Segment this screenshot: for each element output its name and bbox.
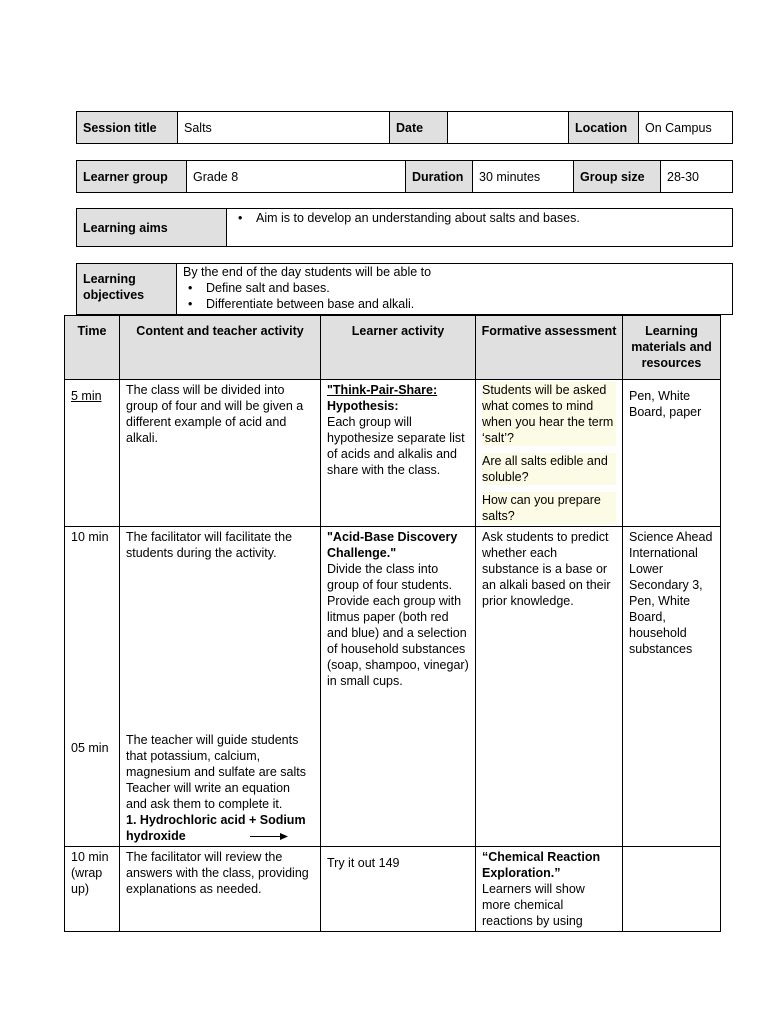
learning-objectives-table bbox=[76, 263, 733, 315]
lesson-plan-table bbox=[64, 315, 721, 932]
row1-learner-subtitle: Hypothesis: bbox=[327, 399, 399, 413]
row3-time: 10 min (wrap up) bbox=[65, 847, 120, 932]
row2-learner-activity bbox=[321, 527, 476, 847]
table-row bbox=[65, 527, 721, 847]
col-header-resources: Learning materials and resources bbox=[623, 316, 721, 380]
session-title-value: Salts bbox=[178, 112, 390, 144]
row2-content-a: The facilitator will facilitate the students during the activity. bbox=[126, 530, 293, 560]
row1-assessment bbox=[476, 380, 623, 527]
row2-resources: Science Ahead International Lower Secondary 3, Pen, White Board, household substances bbox=[623, 527, 721, 847]
row1-learner-title: "Think-Pair-Share: bbox=[327, 383, 438, 397]
location-label: Location bbox=[569, 112, 639, 144]
row1-content: The class will be divided into group of four and will be given a different example of acid and alkali. bbox=[120, 380, 321, 527]
date-value bbox=[448, 112, 569, 144]
col-header-time: Time bbox=[65, 316, 120, 380]
duration-value: 30 minutes bbox=[473, 161, 574, 193]
row2-learner-text: Divide the class into group of four students. Provide each group with litmus paper (both red and blue) and a selection of household substances (soap, shampoo, vinegar) in small cups. bbox=[327, 562, 469, 688]
learning-objectives-label: Learning objectives bbox=[77, 264, 177, 315]
row3-content: The facilitator will review the answers with the class, providing explanations as needed. bbox=[120, 847, 321, 932]
objective-item: • Differentiate between base and alkali. bbox=[183, 296, 726, 312]
row2-time-a: 10 min bbox=[71, 530, 109, 544]
row2-time-b: 05 min bbox=[71, 741, 109, 755]
arrow-right-icon bbox=[250, 832, 288, 841]
row3-assessment bbox=[476, 847, 623, 932]
duration-label: Duration bbox=[406, 161, 473, 193]
row1-resources: Pen, White Board, paper bbox=[623, 380, 721, 527]
row2-time bbox=[65, 527, 120, 847]
table-row bbox=[65, 847, 721, 932]
assessment-question: How can you prepare salts? bbox=[482, 492, 616, 524]
session-info-table bbox=[76, 111, 733, 144]
row2-content-b: The teacher will guide students that potassium, calcium, magnesium and sulfate are salts Teacher will write an equation and ask them to complete it. bbox=[126, 733, 306, 811]
learning-objectives-content bbox=[177, 264, 733, 315]
row2-content-b-wrap bbox=[126, 732, 314, 844]
row2-equation bbox=[126, 812, 314, 844]
row3-assessment-text: Learners will show more chemical reactions by using bbox=[482, 882, 585, 928]
row2-content bbox=[120, 527, 321, 847]
session-title-label: Session title bbox=[77, 112, 178, 144]
row3-assessment-title: “Chemical Reaction Exploration.” bbox=[482, 850, 601, 880]
learning-aims-content bbox=[227, 209, 733, 247]
location-value: On Campus bbox=[639, 112, 733, 144]
table-row bbox=[65, 380, 721, 527]
row3-resources bbox=[623, 847, 721, 932]
row2-assessment: Ask students to predict whether each substance is a base or an alkali based on their prior knowledge. bbox=[476, 527, 623, 847]
date-label: Date bbox=[390, 112, 448, 144]
row1-learner-text: Each group will hypothesize separate list of acids and alkalis and share with the class. bbox=[327, 415, 465, 477]
objective-item: • Define salt and bases. bbox=[183, 280, 726, 296]
group-size-value: 28-30 bbox=[661, 161, 733, 193]
col-header-formative-assessment: Formative assessment bbox=[476, 316, 623, 380]
col-header-learner-activity: Learner activity bbox=[321, 316, 476, 380]
col-header-content: Content and teacher activity bbox=[120, 316, 321, 380]
learning-aims-table bbox=[76, 208, 733, 247]
group-info-table bbox=[76, 160, 733, 193]
row2-equation-text: 1. Hydrochloric acid + Sodium hydroxide bbox=[126, 813, 306, 843]
assessment-question: Are all salts edible and soluble? bbox=[482, 453, 616, 485]
row1-time: 5 min bbox=[71, 389, 102, 403]
group-size-label: Group size bbox=[574, 161, 661, 193]
row1-learner-activity bbox=[321, 380, 476, 527]
learner-group-label: Learner group bbox=[77, 161, 187, 193]
learning-aims-label: Learning aims bbox=[77, 209, 227, 247]
assessment-question: Students will be asked what comes to mind when you hear the term ‘salt’? bbox=[482, 382, 616, 446]
objectives-intro: By the end of the day students will be able to bbox=[183, 265, 432, 279]
row3-learner-activity: Try it out 149 bbox=[321, 847, 476, 932]
learning-aim-item: • Aim is to develop an understanding about salts and bases. bbox=[233, 210, 726, 226]
row2-learner-title: "Acid-Base Discovery Challenge." bbox=[327, 530, 458, 560]
learner-group-value: Grade 8 bbox=[187, 161, 406, 193]
